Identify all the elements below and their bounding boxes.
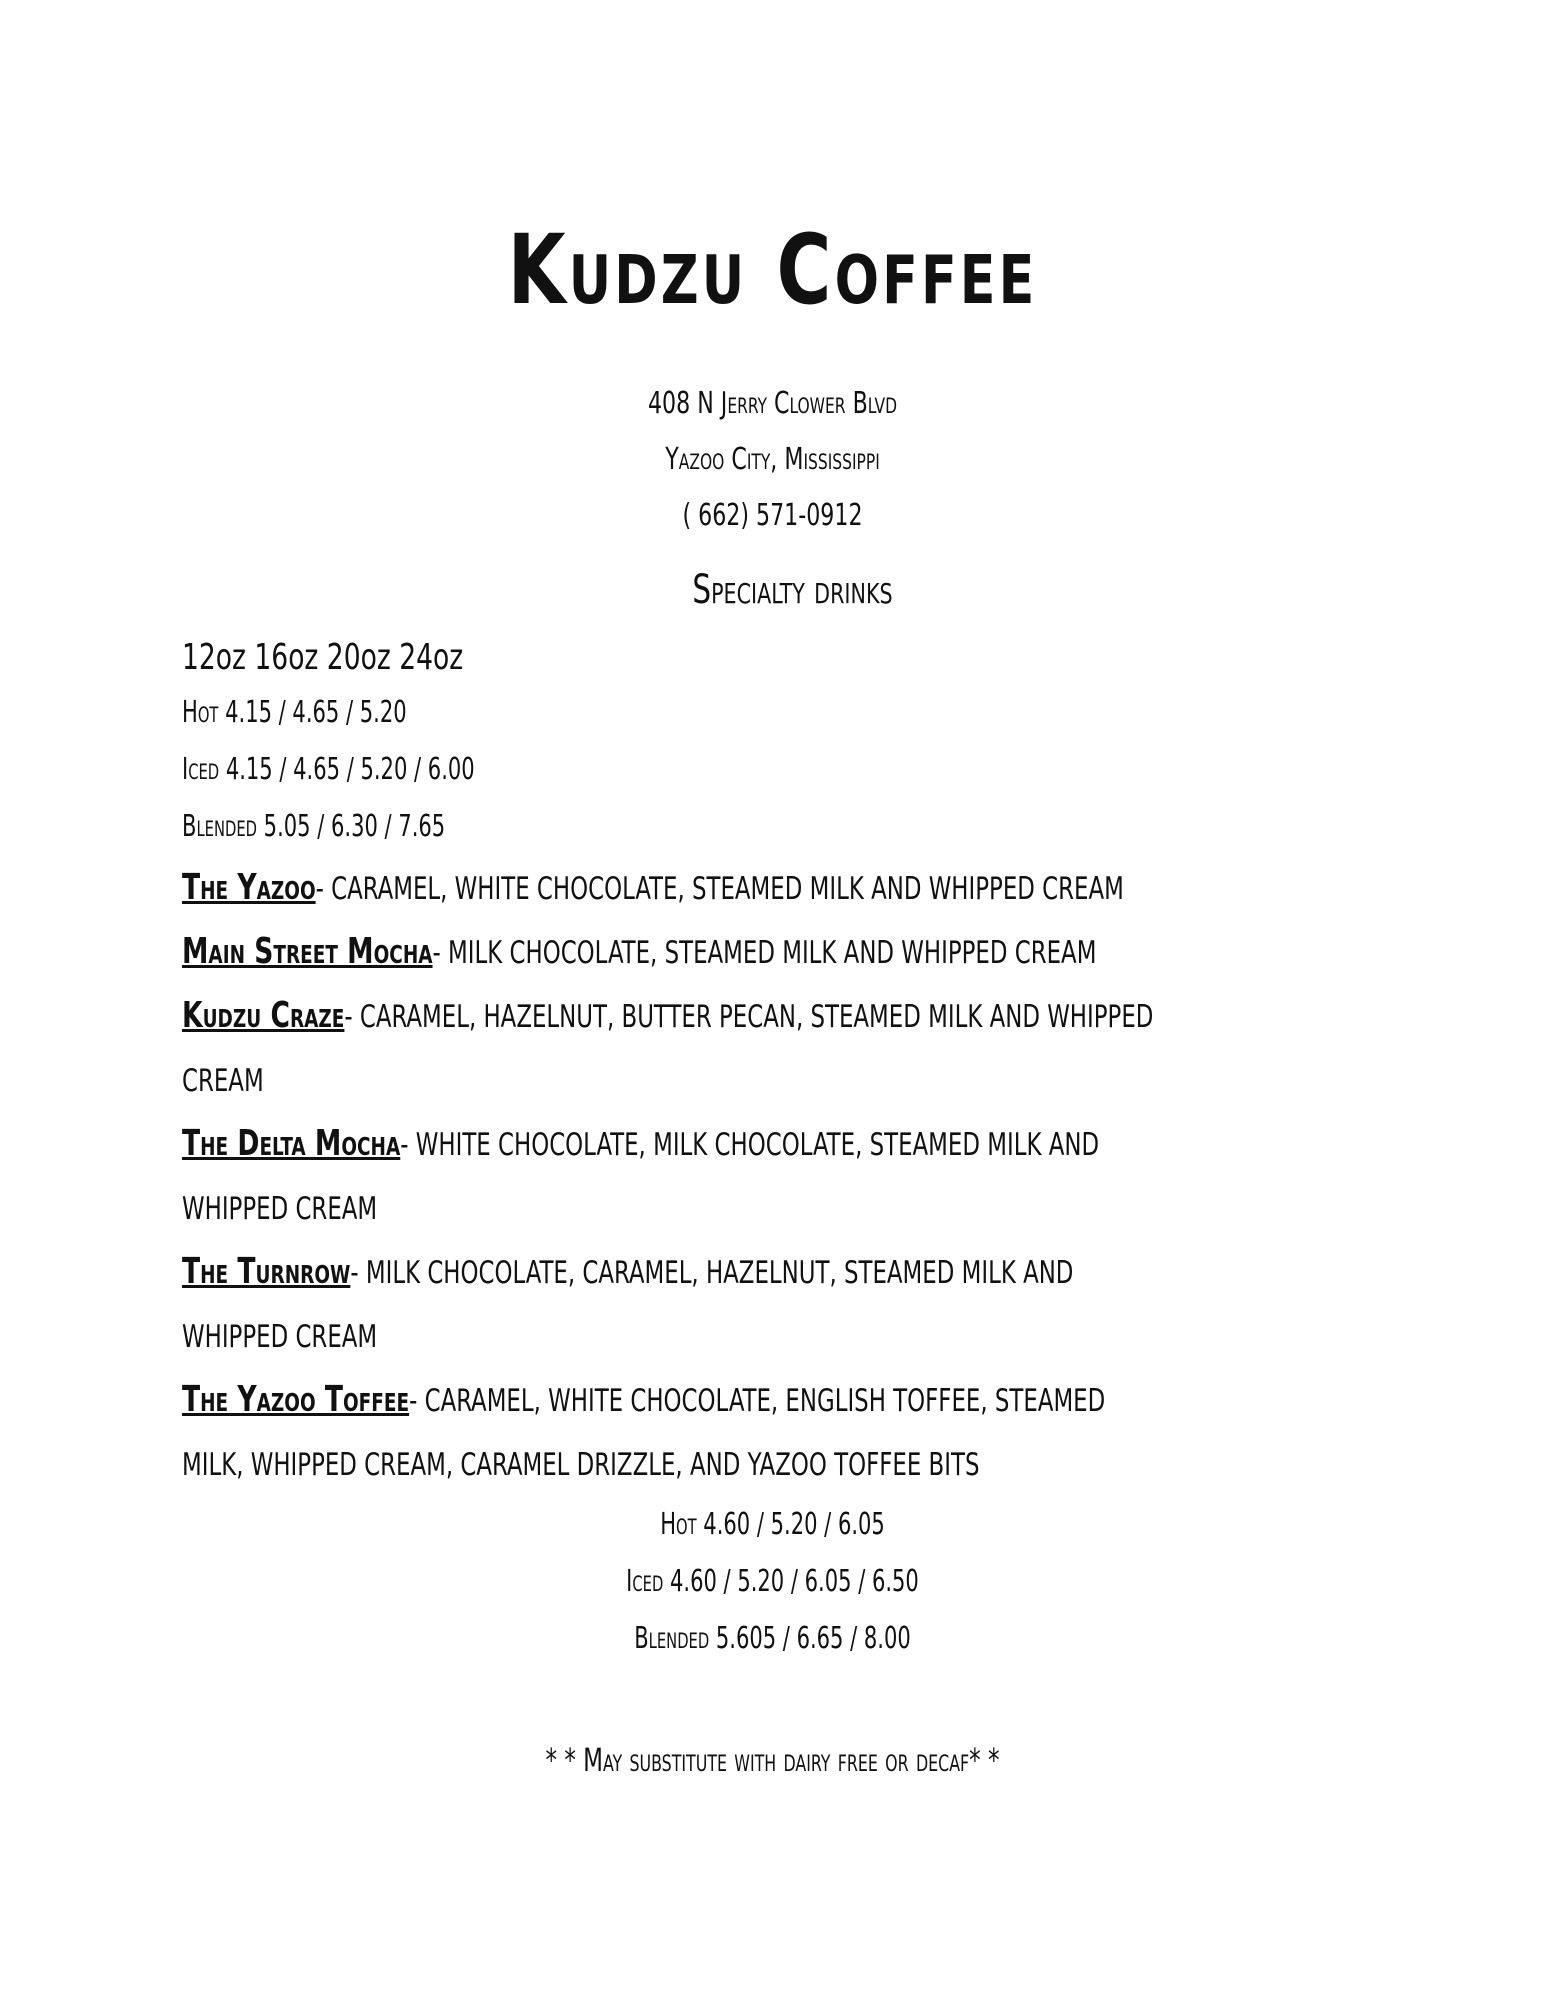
address-line-2: Yazoo City, Mississippi — [665, 442, 880, 477]
drink-item — [182, 1112, 1166, 1241]
drink-name: The Delta Mocha — [182, 1123, 401, 1164]
drink-name: Kudzu Craze — [182, 995, 345, 1036]
drink-description: - CARAMEL, WHITE CHOCOLATE, ENGLISH TOFFEE, STEAMED MILK, WHIPPED CREAM, CARAMEL DRIZZLE, AND YAZOO TOFFEE BITS — [182, 1383, 1106, 1483]
drink-name: The Turnrow — [182, 1251, 351, 1292]
price-blended: Blended 5.05 / 6.30 / 7.65 — [182, 809, 446, 844]
drink-item — [182, 984, 1166, 1113]
drink-description: - MILK CHOCOLATE, CARAMEL, HAZELNUT, STEAMED MILK AND WHIPPED CREAM — [182, 1255, 1074, 1355]
price-hot: Hot 4.15 / 4.65 / 5.20 — [182, 695, 407, 730]
page-title: Kudzu Coffee — [507, 214, 1038, 326]
drink-item — [182, 856, 1166, 921]
drink-item — [182, 920, 1166, 985]
address-line-1: 408 N Jerry Clower Blvd — [647, 386, 898, 421]
toffee-price-hot: Hot 4.60 / 5.20 / 6.05 — [660, 1507, 885, 1542]
toffee-price-blended: Blended 5.605 / 6.65 / 8.00 — [634, 1621, 911, 1656]
drink-description: - CARAMEL, HAZELNUT, BUTTER PECAN, STEAMED MILK AND WHIPPED CREAM — [182, 999, 1154, 1099]
drink-name: The Yazoo — [182, 867, 316, 908]
size-header: 12oz 16oz 20oz 24oz — [182, 637, 464, 678]
drink-description: - MILK CHOCOLATE, STEAMED MILK AND WHIPPED CREAM — [432, 935, 1097, 971]
footer-note: * * May substitute with dairy free or decaf* * — [545, 1741, 1000, 1779]
drink-item — [182, 1368, 1166, 1497]
drink-description: - CARAMEL, WHITE CHOCOLATE, STEAMED MILK AND WHIPPED CREAM — [315, 871, 1124, 907]
drink-name: The Yazoo Toffee — [182, 1379, 410, 1420]
price-iced: Iced 4.15 / 4.65 / 5.20 / 6.00 — [182, 752, 475, 787]
phone-number: ( 662) 571-0912 — [682, 498, 863, 533]
section-title: Specialty drinks — [692, 567, 893, 613]
drink-item — [182, 1240, 1166, 1369]
drink-name: Main Street Mocha — [182, 931, 433, 972]
toffee-price-iced: Iced 4.60 / 5.20 / 6.05 / 6.50 — [626, 1564, 919, 1599]
drink-description: - WHITE CHOCOLATE, MILK CHOCOLATE, STEAMED MILK AND WHIPPED CREAM — [182, 1127, 1100, 1227]
